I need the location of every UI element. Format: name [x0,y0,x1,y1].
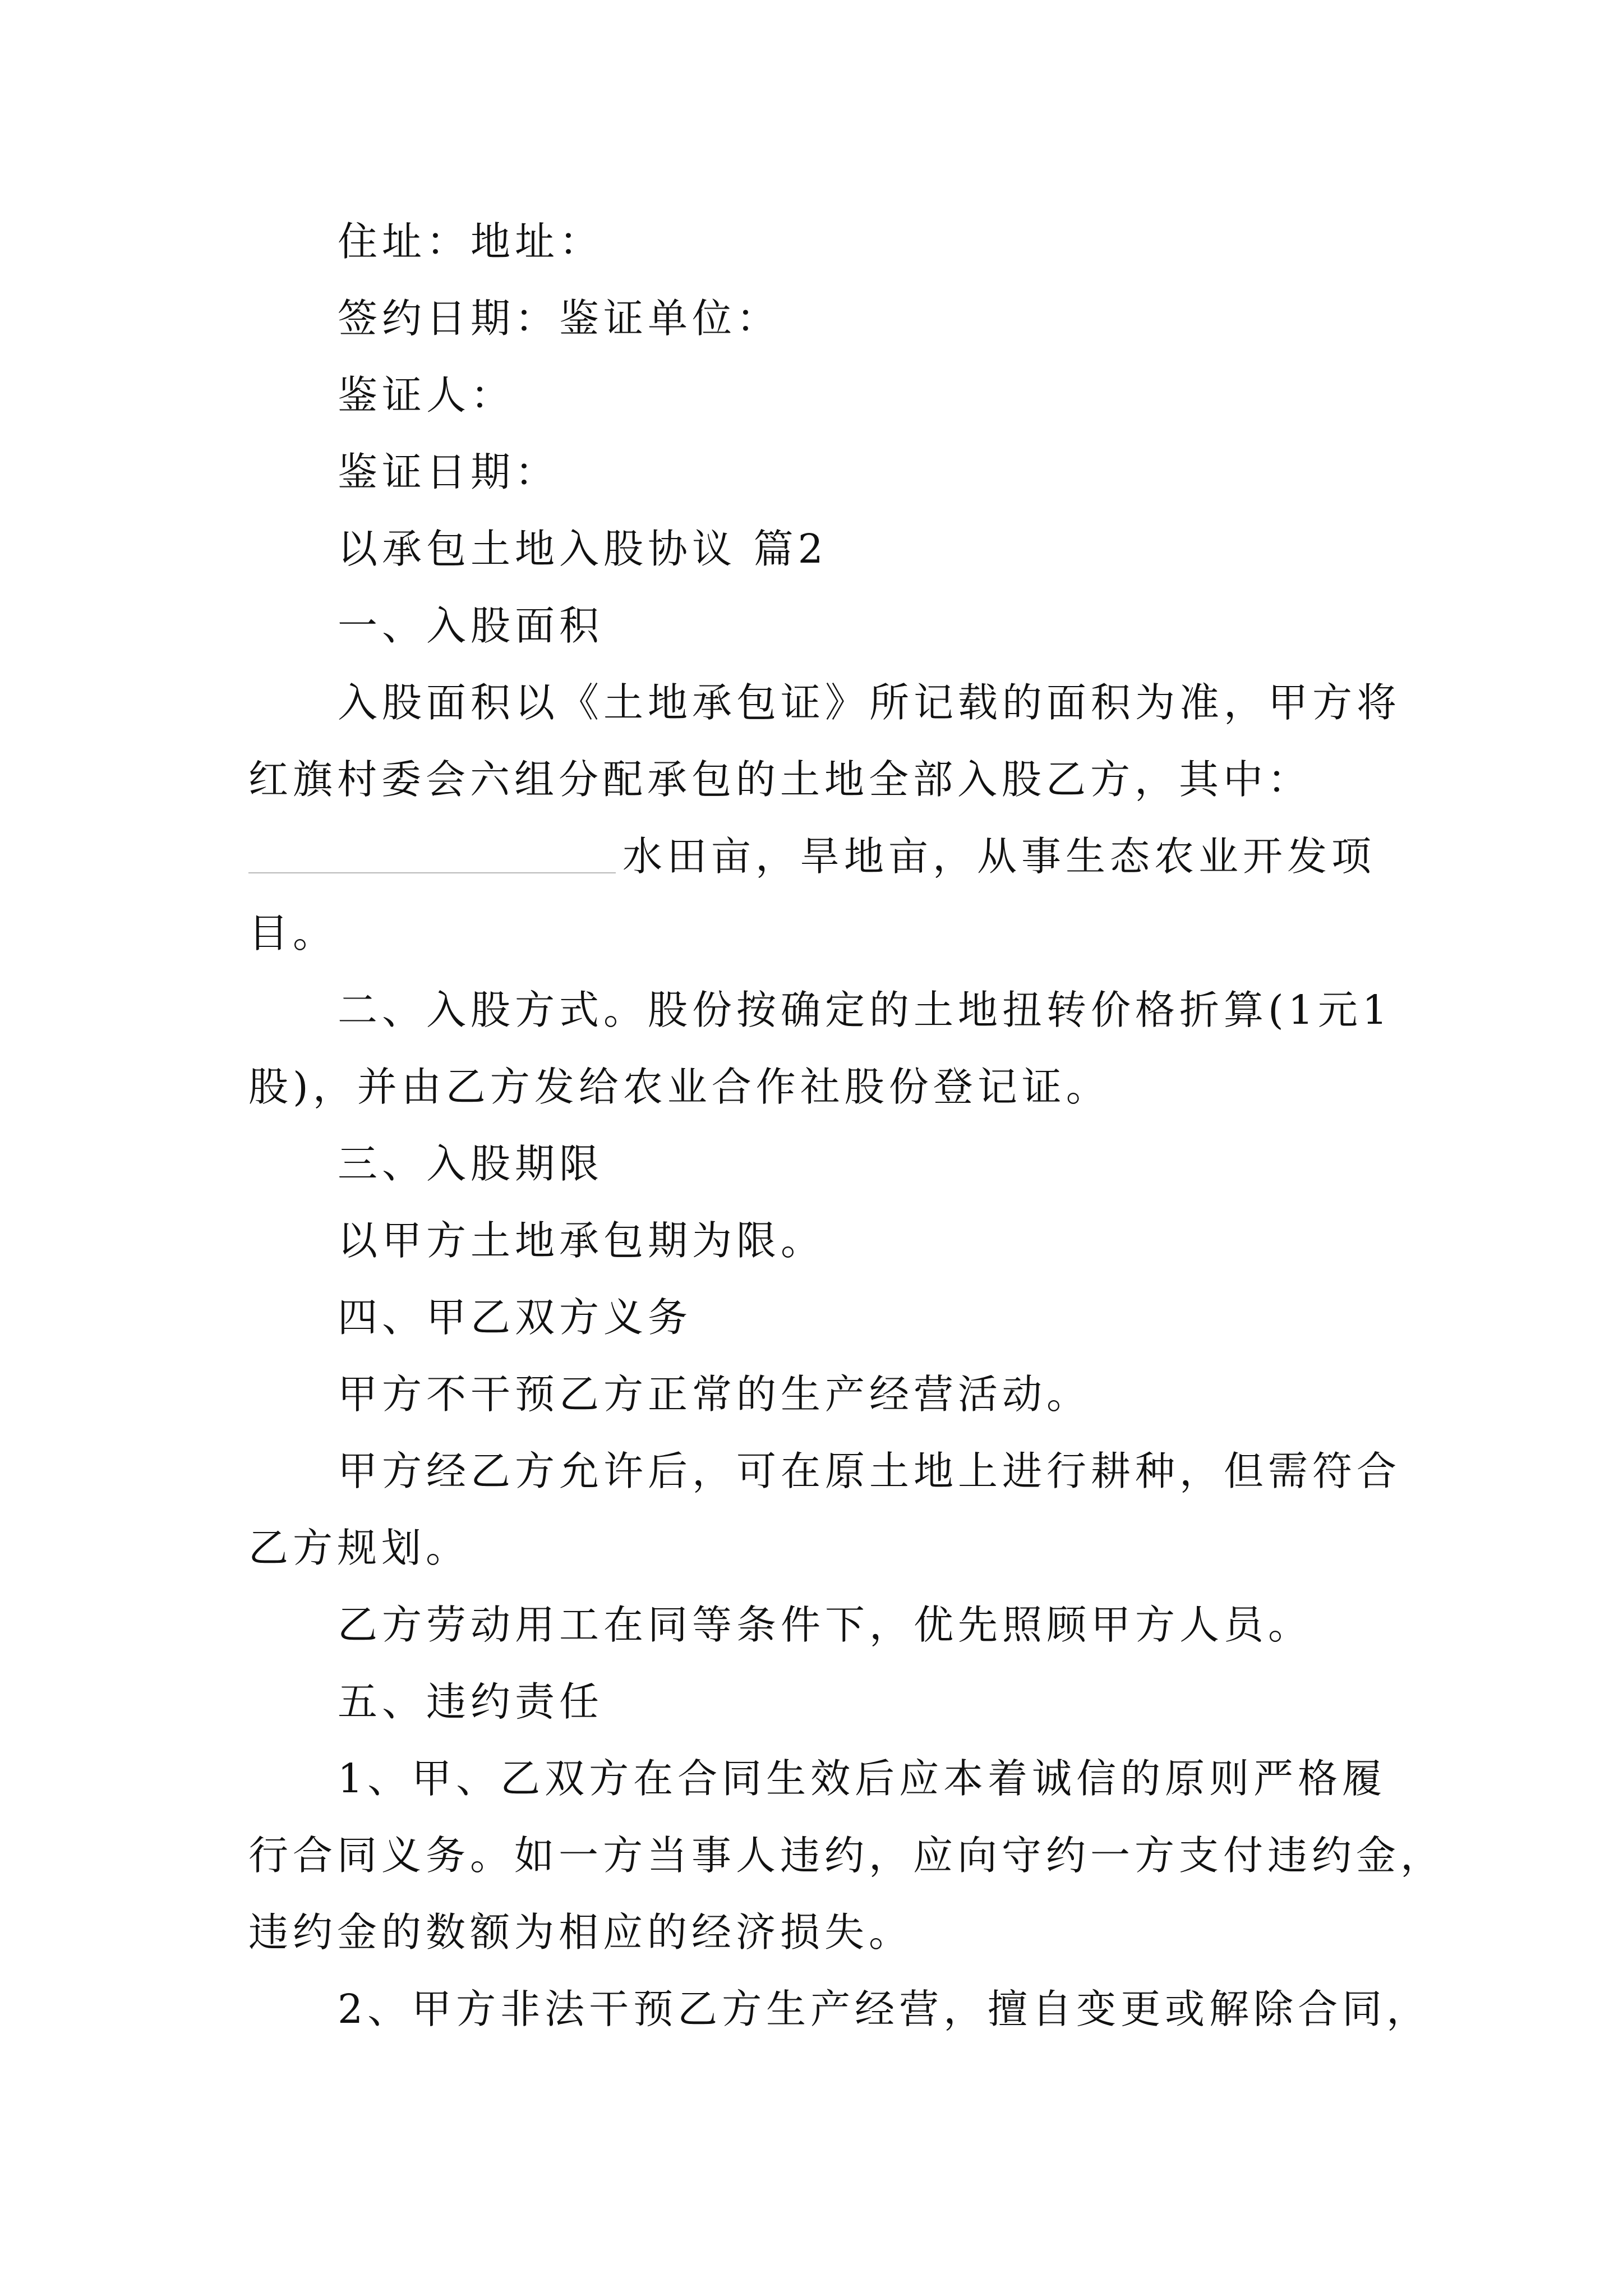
clause2-line1: 二、入股方式。股份按确定的土地扭转价格折算(1元1 [338,987,1393,1033]
clause5-item1-line1: 1、甲、乙双方在合同生效后应本着诚信的原则严格履 [338,1755,1387,1802]
clause5-item1-line3: 违约金的数额为相应的经济损失。 [248,1909,914,1955]
clause4-item2-line2: 乙方规划。 [248,1525,471,1571]
clause1-line4: 目。 [248,910,338,956]
clause1-line3: 水田亩，旱地亩，从事生态农业开发项 [623,833,1376,880]
clause4-item3: 乙方劳动用工在同等条件下，优先照顾甲方人员。 [338,1602,1313,1648]
clause4-heading: 四、甲乙双方义务 [338,1294,693,1341]
sign-date-line: 签约日期：鉴证单位： [338,295,781,342]
clause4-item1: 甲方不干预乙方正常的生产经营活动。 [338,1371,1091,1418]
clause1-line3-row [248,833,1376,880]
certify-date-line: 鉴证日期： [338,449,560,495]
clause4-item2-line1: 甲方经乙方允许后，可在原土地上进行耕种，但需符合 [338,1448,1401,1494]
address-line: 住址：地址： [338,218,604,265]
clause5-item2-line1: 2、甲方非法干预乙方生产经营，擅自变更或解除合同， [338,1986,1431,2032]
clause2-line2: 股)，并由乙方发给农业合作社股份登记证。 [248,1064,1110,1110]
clause1-heading: 一、入股面积 [338,602,604,649]
clause3-heading: 三、入股期限 [338,1140,604,1187]
clause1-line1: 入股面积以《土地承包证》所记载的面积为准，甲方将 [338,679,1401,726]
clause1-line2: 红旗村委会六组分配承包的土地全部入股乙方，其中： [248,756,1312,803]
clause3-body: 以甲方土地承包期为限。 [338,1217,826,1264]
fill-in-blank [248,872,616,873]
certifier-line: 鉴证人： [338,372,515,418]
clause5-heading: 五、违约责任 [338,1678,604,1725]
clause5-item1-line2: 行合同义务。如一方当事人违约，应向守约一方支付违约金， [248,1832,1445,1879]
section-title: 以承包土地入股协议 篇2 [338,526,828,572]
